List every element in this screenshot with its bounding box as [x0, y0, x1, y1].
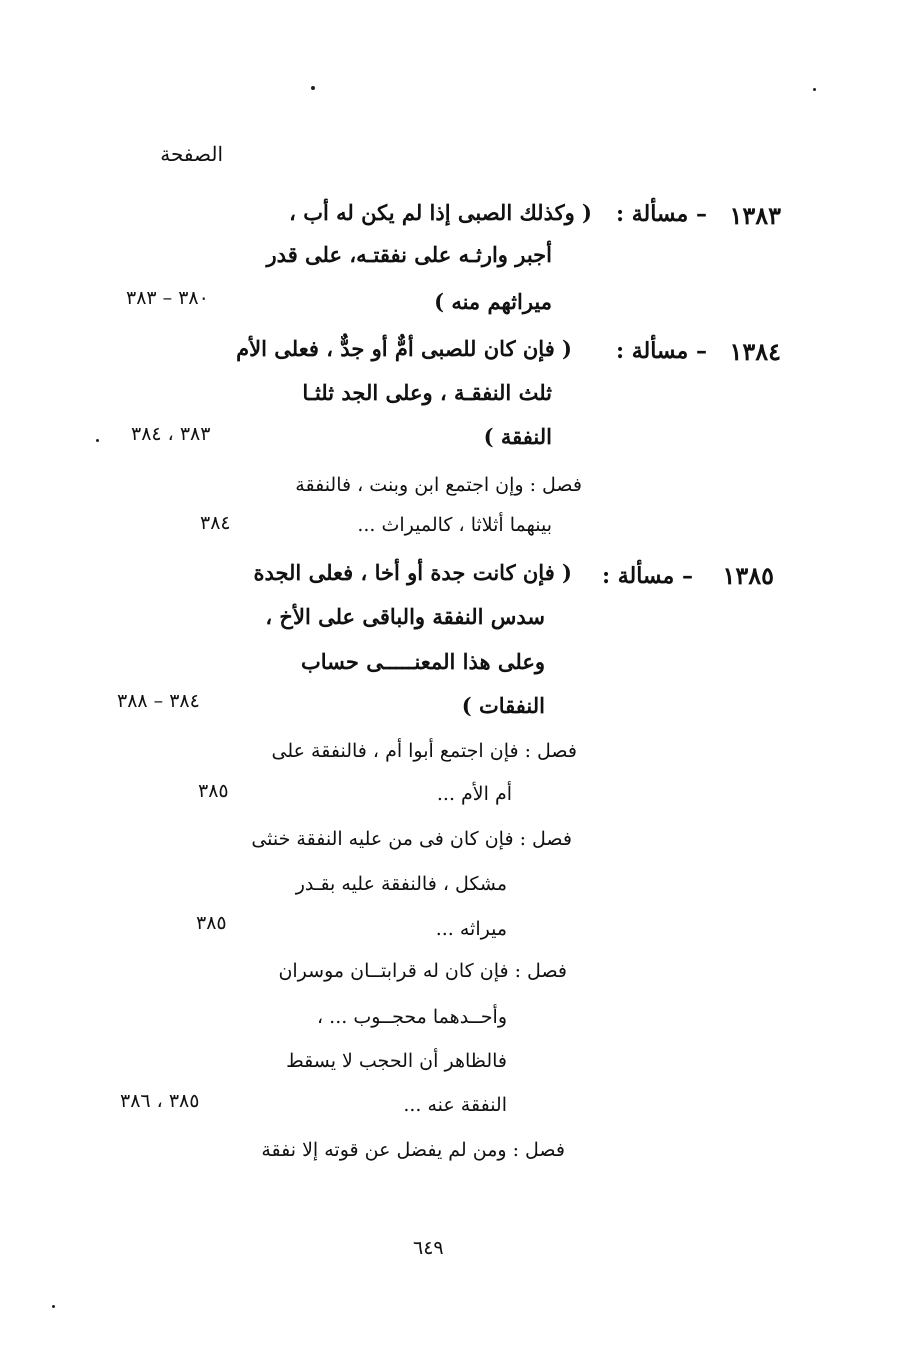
section-line: فصل : فإن اجتمع أبوا أم ، فالنفقة على [271, 740, 577, 762]
scan-speck [52, 1305, 55, 1308]
section-line: بينهما أثلاثا ، كالميراث ... [357, 514, 552, 536]
entry-line: النفقات ) [461, 693, 545, 718]
section-line: فصل : ومن لم يفضل عن قوته إلا نفقة [261, 1139, 565, 1161]
entry-number: ١٣٨٤ [729, 337, 781, 366]
entry-label: – مسألة : [615, 201, 707, 227]
section-line: فصل : فإن كان فى من عليه النفقة خنثى [251, 828, 572, 850]
section-line: ميراثه ... [435, 918, 507, 940]
entry-number: ١٣٨٥ [722, 561, 774, 590]
page-reference: ٣٨٥ [198, 780, 229, 802]
entry-line: ميراثهم منه ) [434, 289, 552, 314]
entry-line: سدس النفقة والباقى على الأخ ، [265, 604, 545, 629]
page-reference: ٣٨٣ ، ٣٨٤ [131, 423, 211, 445]
page-reference: ٣٨٥ ، ٣٨٦ [120, 1090, 200, 1112]
entry-label: – مسألة : [601, 563, 693, 589]
page-reference: ٣٨٠ – ٣٨٣ [126, 287, 209, 309]
section-line: النفقة عنه ... [403, 1094, 507, 1116]
entry-line: ( وكذلك الصبى إذا لم يكن له أب ، [289, 200, 592, 225]
section-line: أم الأم ... [436, 783, 512, 805]
entry-line: ( فإن كان للصبى أمٌّ أو جدٌّ ، فعلى الأم [236, 336, 572, 361]
section-line: مشكل ، فالنفقة عليه بقـدر [295, 873, 507, 895]
entry-label: – مسألة : [615, 338, 707, 364]
scan-speck [311, 86, 315, 90]
page-reference: ٣٨٤ [200, 512, 231, 534]
entry-number: ١٣٨٣ [729, 201, 781, 230]
page-column-header: الصفحة [160, 142, 223, 166]
section-line: فالظاهر أن الحجب لا يسقط [286, 1050, 507, 1072]
section-line: فصل : فإن كان له قرابتــان موسران [278, 960, 567, 982]
entry-line: وعلى هذا المعنـــــى حساب [301, 649, 545, 674]
entry-line: ثلث النفقـة ، وعلى الجد ثلثـا [302, 380, 552, 405]
page-reference: ٣٨٤ – ٣٨٨ [117, 690, 200, 712]
section-line: وأحــدهما محجــوب ... ، [316, 1006, 507, 1028]
entry-line: ( فإن كانت جدة أو أخا ، فعلى الجدة [253, 560, 572, 585]
page-reference: ٣٨٥ [196, 912, 227, 934]
section-line: فصل : وإن اجتمع ابن وبنت ، فالنفقة [295, 474, 582, 496]
entry-line: أجبر وارثـه على نفقتـه، على قدر [266, 242, 552, 267]
page-number: ٦٤٩ [413, 1237, 444, 1259]
scan-speck [96, 439, 99, 442]
scan-speck [813, 88, 816, 91]
entry-line: النفقة ) [483, 424, 552, 449]
